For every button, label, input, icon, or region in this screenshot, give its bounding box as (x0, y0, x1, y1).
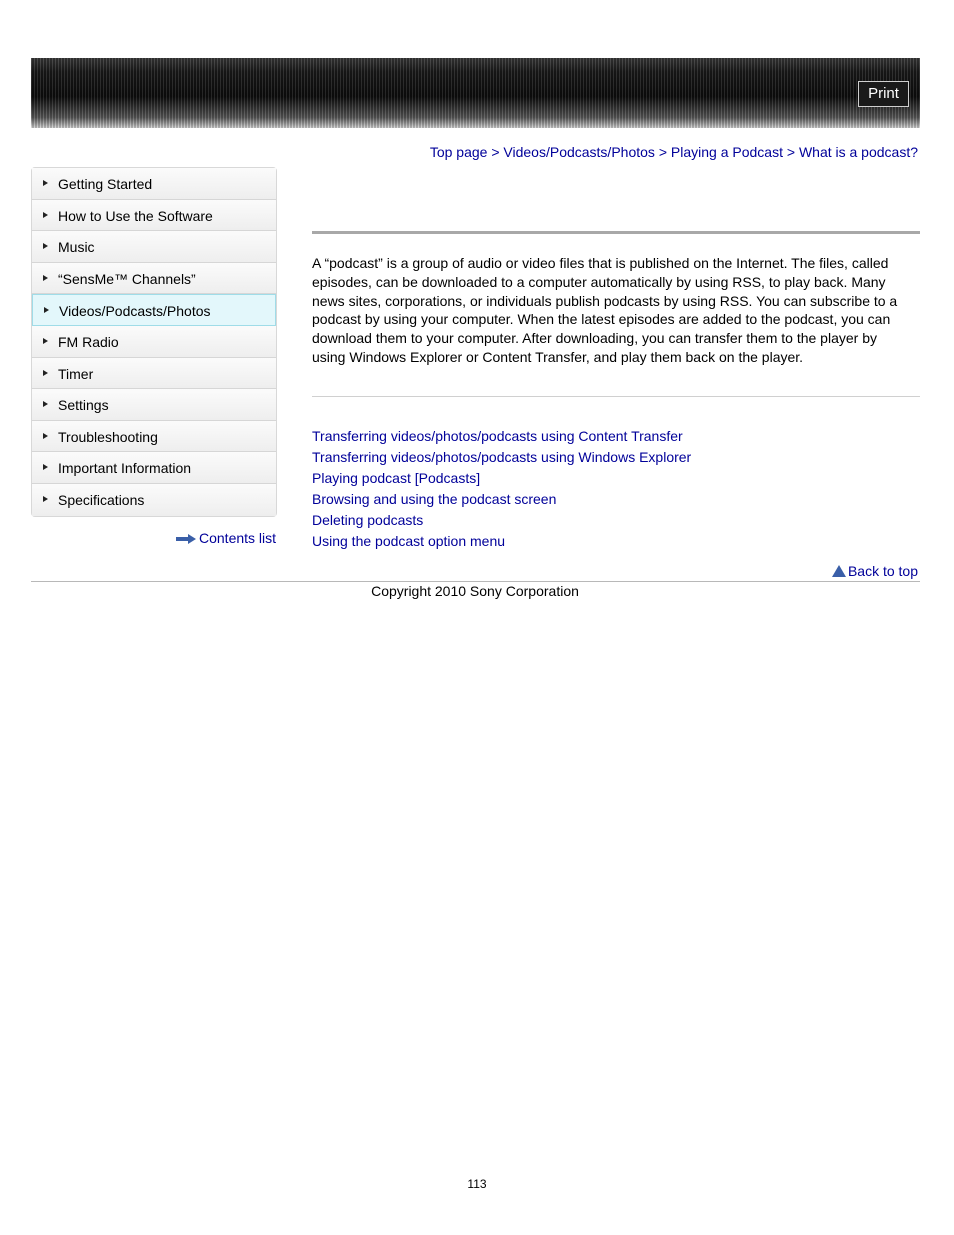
section-divider (312, 396, 920, 397)
arrow-right-icon (43, 370, 48, 376)
sidebar-item-fm-radio[interactable] (32, 326, 276, 358)
sidebar-nav (31, 167, 277, 517)
sidebar-item-label: Videos/Podcasts/Photos (59, 303, 211, 320)
sidebar-item-label: “SensMe™ Channels” (58, 270, 196, 287)
related-link[interactable]: Browsing and using the podcast screen (312, 491, 557, 507)
related-link[interactable]: Transferring videos/photos/podcasts using Windows Explorer (312, 449, 692, 465)
copyright-text: Copyright 2010 Sony Corporation (371, 583, 579, 599)
triangle-up-icon (832, 565, 846, 577)
related-link[interactable]: Using the podcast option menu (312, 533, 506, 549)
sidebar-item-timer[interactable] (32, 358, 276, 390)
related-link[interactable]: Deleting podcasts (312, 512, 424, 528)
sidebar-item-troubleshooting[interactable] (32, 421, 276, 453)
arrow-right-icon (43, 275, 48, 281)
contents-list-link[interactable] (176, 530, 276, 546)
related-link[interactable]: Playing podcast [Podcasts] (312, 470, 481, 486)
breadcrumb-top-page[interactable]: Top page (429, 144, 488, 160)
sidebar-item-label: Specifications (58, 491, 145, 508)
sidebar-item-getting-started[interactable] (32, 168, 276, 200)
breadcrumb-separator: > (786, 144, 796, 160)
arrow-right-icon (43, 243, 48, 249)
sidebar-item-label: Getting Started (58, 176, 153, 192)
breadcrumb-videos-podcasts-photos[interactable]: Videos/Podcasts/Photos (503, 144, 655, 160)
sidebar-item-how-to-use-the-software[interactable] (32, 200, 276, 232)
breadcrumb-separator: > (491, 144, 500, 160)
sidebar-item-sensme-channels[interactable] (32, 263, 276, 295)
article-body: A “podcast” is a group of audio or video files that is published on the Internet. The files, called episodes, can be downloaded to a computer automatically by using RSS, to play back. Many news sites, corporations, or individuals publish podcasts by using RSS. You can subscribe to a podcast by using your computer. When the latest episodes are added to the podcast, you can download them to your computer. After downloading, you can transfer them to the player by using Windows Explorer or Content Transfer, and play them back on the player. (312, 255, 898, 365)
print-button[interactable]: Print (858, 81, 909, 107)
back-to-top-link[interactable] (832, 563, 918, 579)
breadcrumb (430, 144, 918, 160)
breadcrumb-what-is-a-podcast[interactable]: What is a podcast? (798, 144, 918, 160)
sidebar-item-specifications[interactable] (32, 484, 276, 516)
sidebar-item-label: FM Radio (58, 333, 119, 350)
sidebar-item-label: Troubleshooting (58, 428, 158, 445)
arrow-right-icon (43, 401, 48, 407)
footer-divider (31, 581, 920, 582)
arrow-right-icon (43, 433, 48, 439)
related-links (312, 426, 691, 552)
breadcrumb-playing-a-podcast[interactable]: Playing a Podcast (670, 144, 783, 160)
arrow-right-icon (176, 534, 196, 544)
sidebar-item-label: How to Use the Software (58, 207, 213, 224)
arrow-right-icon (44, 307, 49, 313)
arrow-right-icon (43, 496, 48, 502)
sidebar-item-important-information[interactable] (32, 452, 276, 484)
arrow-right-icon (43, 180, 48, 186)
page-number: 113 (467, 1177, 487, 1191)
sidebar-item-music[interactable] (32, 231, 276, 263)
sidebar-item-label: Timer (58, 365, 94, 382)
breadcrumb-separator: > (658, 144, 667, 160)
contents-list-label: Contents list (199, 530, 277, 546)
arrow-right-icon (43, 464, 48, 470)
header-banner (31, 58, 920, 128)
arrow-right-icon (43, 338, 48, 344)
sidebar-item-settings[interactable] (32, 389, 276, 421)
sidebar-item-label: Important Information (58, 460, 192, 477)
sidebar-item-label: Settings (58, 397, 109, 414)
related-link[interactable]: Transferring videos/photos/podcasts using Content Transfer (312, 428, 683, 444)
back-to-top-label: Back to top (847, 563, 918, 579)
arrow-right-icon (43, 212, 48, 218)
sidebar-item-label: Music (58, 239, 95, 256)
sidebar-item-videos-podcasts-photos[interactable] (32, 294, 276, 326)
title-divider (312, 231, 920, 234)
